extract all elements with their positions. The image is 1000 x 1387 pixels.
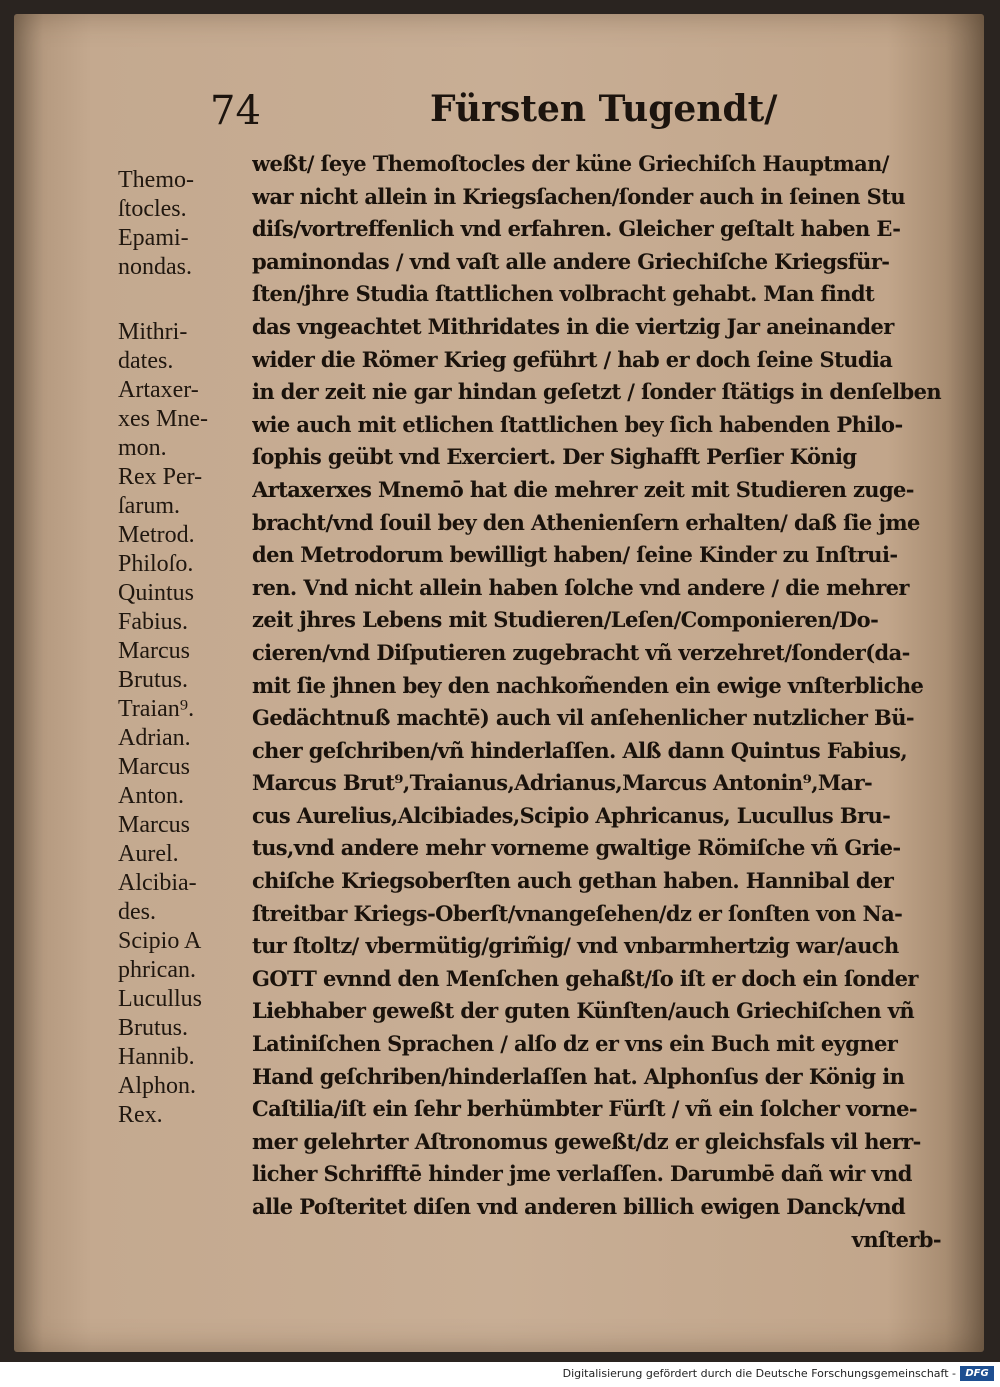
margin-note: Brutus. [118,1015,189,1041]
margin-note: Rex. [118,1102,163,1128]
text-line: Marcus Brut⁹,Traianus,Adrianus,Marcus Antonin⁹,Mar- [252,770,873,796]
text-line: Liebhaber geweßt der guten Künſten/auch Griechiſchen vñ [252,998,915,1024]
text-line: bracht/vnd ſouil bey den Athenienſern erhalten/ daß ſie jme [252,509,920,535]
text-line: in der zeit nie gar hindan geſetzt / ſonder ſtätigs in denſelben [252,379,941,405]
dfg-logo: DFG [960,1366,994,1381]
margin-note: Adrian. [118,725,191,751]
margin-note: ſarum. [118,493,180,519]
margin-note: Scipio A [118,928,202,954]
margin-notes [118,166,248,1130]
margin-note: Lucullus [118,986,202,1012]
text-line: Artaxerxes Mnemō hat die mehrer zeit mit Studieren zuge- [252,476,914,502]
margin-note: Marcus [118,754,190,780]
margin-note: Marcus [118,638,190,664]
margin-note: des. [118,899,156,925]
margin-note: phrican. [118,957,196,983]
margin-note: Anton. [118,783,184,809]
text-line: Hand geſchriben/hinderlaſſen hat. Alphonſus der König in [252,1063,905,1089]
margin-note: Themo- [118,167,194,193]
footer-bar [0,1362,1000,1387]
text-line: cus Aurelius,Alcibiades,Scipio Aphricanus, Lucullus Bru- [252,802,891,828]
margin-note: Epami- [118,225,189,251]
margin-note: Marcus [118,812,190,838]
margin-note: ſtocles. [118,196,187,222]
text-line: tus,vnd andere mehr vorneme gwaltige Römiſche vñ Grie- [252,835,901,861]
text-line: paminondas / vnd vaſt alle andere Griechiſche Kriegsfür- [252,248,890,274]
margin-note: Rex Per- [118,464,203,490]
text-line: ſten/jhre Studia ſtattlichen volbracht gehabt. Man findt [252,281,875,307]
text-line: Latiniſchen Sprachen / alſo dz er vns ein Buch mit eygner [252,1031,898,1057]
text-line: cieren/vnd Diſputieren zugebracht vñ verzehret/ſonder(da- [252,639,910,665]
margin-note: Alphon. [118,1073,196,1099]
margin-note: Mithri- [118,319,188,345]
margin-note: nondas. [118,254,192,280]
text-line: cher geſchriben/vñ hinderlaſſen. Alß dann Quintus Fabius, [252,737,908,763]
text-line: wider die Römer Krieg geführt / hab er doch ſeine Studia [252,346,893,372]
text-line: ſophis geübt vnd Exerciert. Der Sighafft Perſier König [252,444,857,470]
text-line: GOTT evnnd den Menſchen gehaßt/ſo iſt er doch ein ſonder [252,965,918,991]
margin-note: Philoſo. [118,551,194,577]
text-line: weßt/ ſeye Themoſtocles der küne Griechiſch Hauptman/ [252,151,889,176]
text-line: diſs/vortreffenlich vnd erfahren. Gleicher geſtalt haben E- [252,216,901,242]
text-line: Caſtilia/iſt ein ſehr berhümbter Fürſt / vñ ein ſolcher vorne- [252,1096,918,1122]
text-line: den Metrodorum bewilligt haben/ ſeine Kinder zu Inſtrui- [252,542,898,568]
text-line: war nicht allein in Kriegsſachen/ſonder auch in ſeinen Stu [252,183,906,209]
margin-note: Quintus [118,580,195,606]
text-line: das vngeachtet Mithridates in die viertzig Jar aneinander [252,313,894,339]
margin-note: mon. [118,435,167,461]
text-line: mit ſie jhnen bey den nachkom̃enden ein ewige vnſterbliche [252,672,924,698]
margin-note: Hannib. [118,1044,195,1070]
text-line: ſtreitbar Kriegs-Oberſt/vnangeſehen/dz er ſonſten von Na- [252,900,903,926]
text-line: alle Poſteritet diſen vnd anderen billich ewigen Danck/vnd [252,1194,906,1219]
footer-credit: Digitalisierung gefördert durch die Deutsche Forschungsgemeinschaft - [562,1367,956,1380]
text-line: zeit jhres Lebens mit Studieren/Leſen/Componieren/Do- [252,607,879,633]
text-line: mer gelehrter Aſtronomus geweßt/dz er gleichsfals vil herr- [252,1128,921,1154]
main-text-block [252,148,957,1256]
running-head: Fürsten Tugendt/ [430,88,778,130]
margin-note: xes Mne- [118,406,208,432]
margin-note: Alcibia- [118,870,197,896]
margin-note: Fabius. [118,609,189,635]
margin-note-gap [118,282,248,318]
margin-note: Artaxer- [118,377,199,403]
margin-note: Brutus. [118,667,189,693]
text-line: ren. Vnd nicht allein haben ſolche vnd andere / die mehrer [252,574,909,600]
text-line: licher Schrifftē hinder jme verlaſſen. Darumbē dañ wir vnd [252,1161,912,1187]
text-line: tur ſtoltz/ vbermütig/grim̃ig/ vnd vnbarmhertzig war/auch [252,933,899,959]
margin-note: dates. [118,348,174,374]
text-line: wie auch mit etlichen ſtattlichen bey ſich habenden Philo- [252,411,903,437]
text-line: chiſche Kriegsoberſten auch gethan haben. Hannibal der [252,868,894,894]
margin-note: Traian⁹. [118,696,195,722]
margin-note: Metrod. [118,522,195,548]
text-line: vnſterb- [851,1226,941,1252]
text-line: Gedächtnuß machtē) auch vil anſehenlicher nutzlicher Bü- [252,705,914,731]
page-number: 74 [210,88,261,134]
margin-note: Aurel. [118,841,179,867]
